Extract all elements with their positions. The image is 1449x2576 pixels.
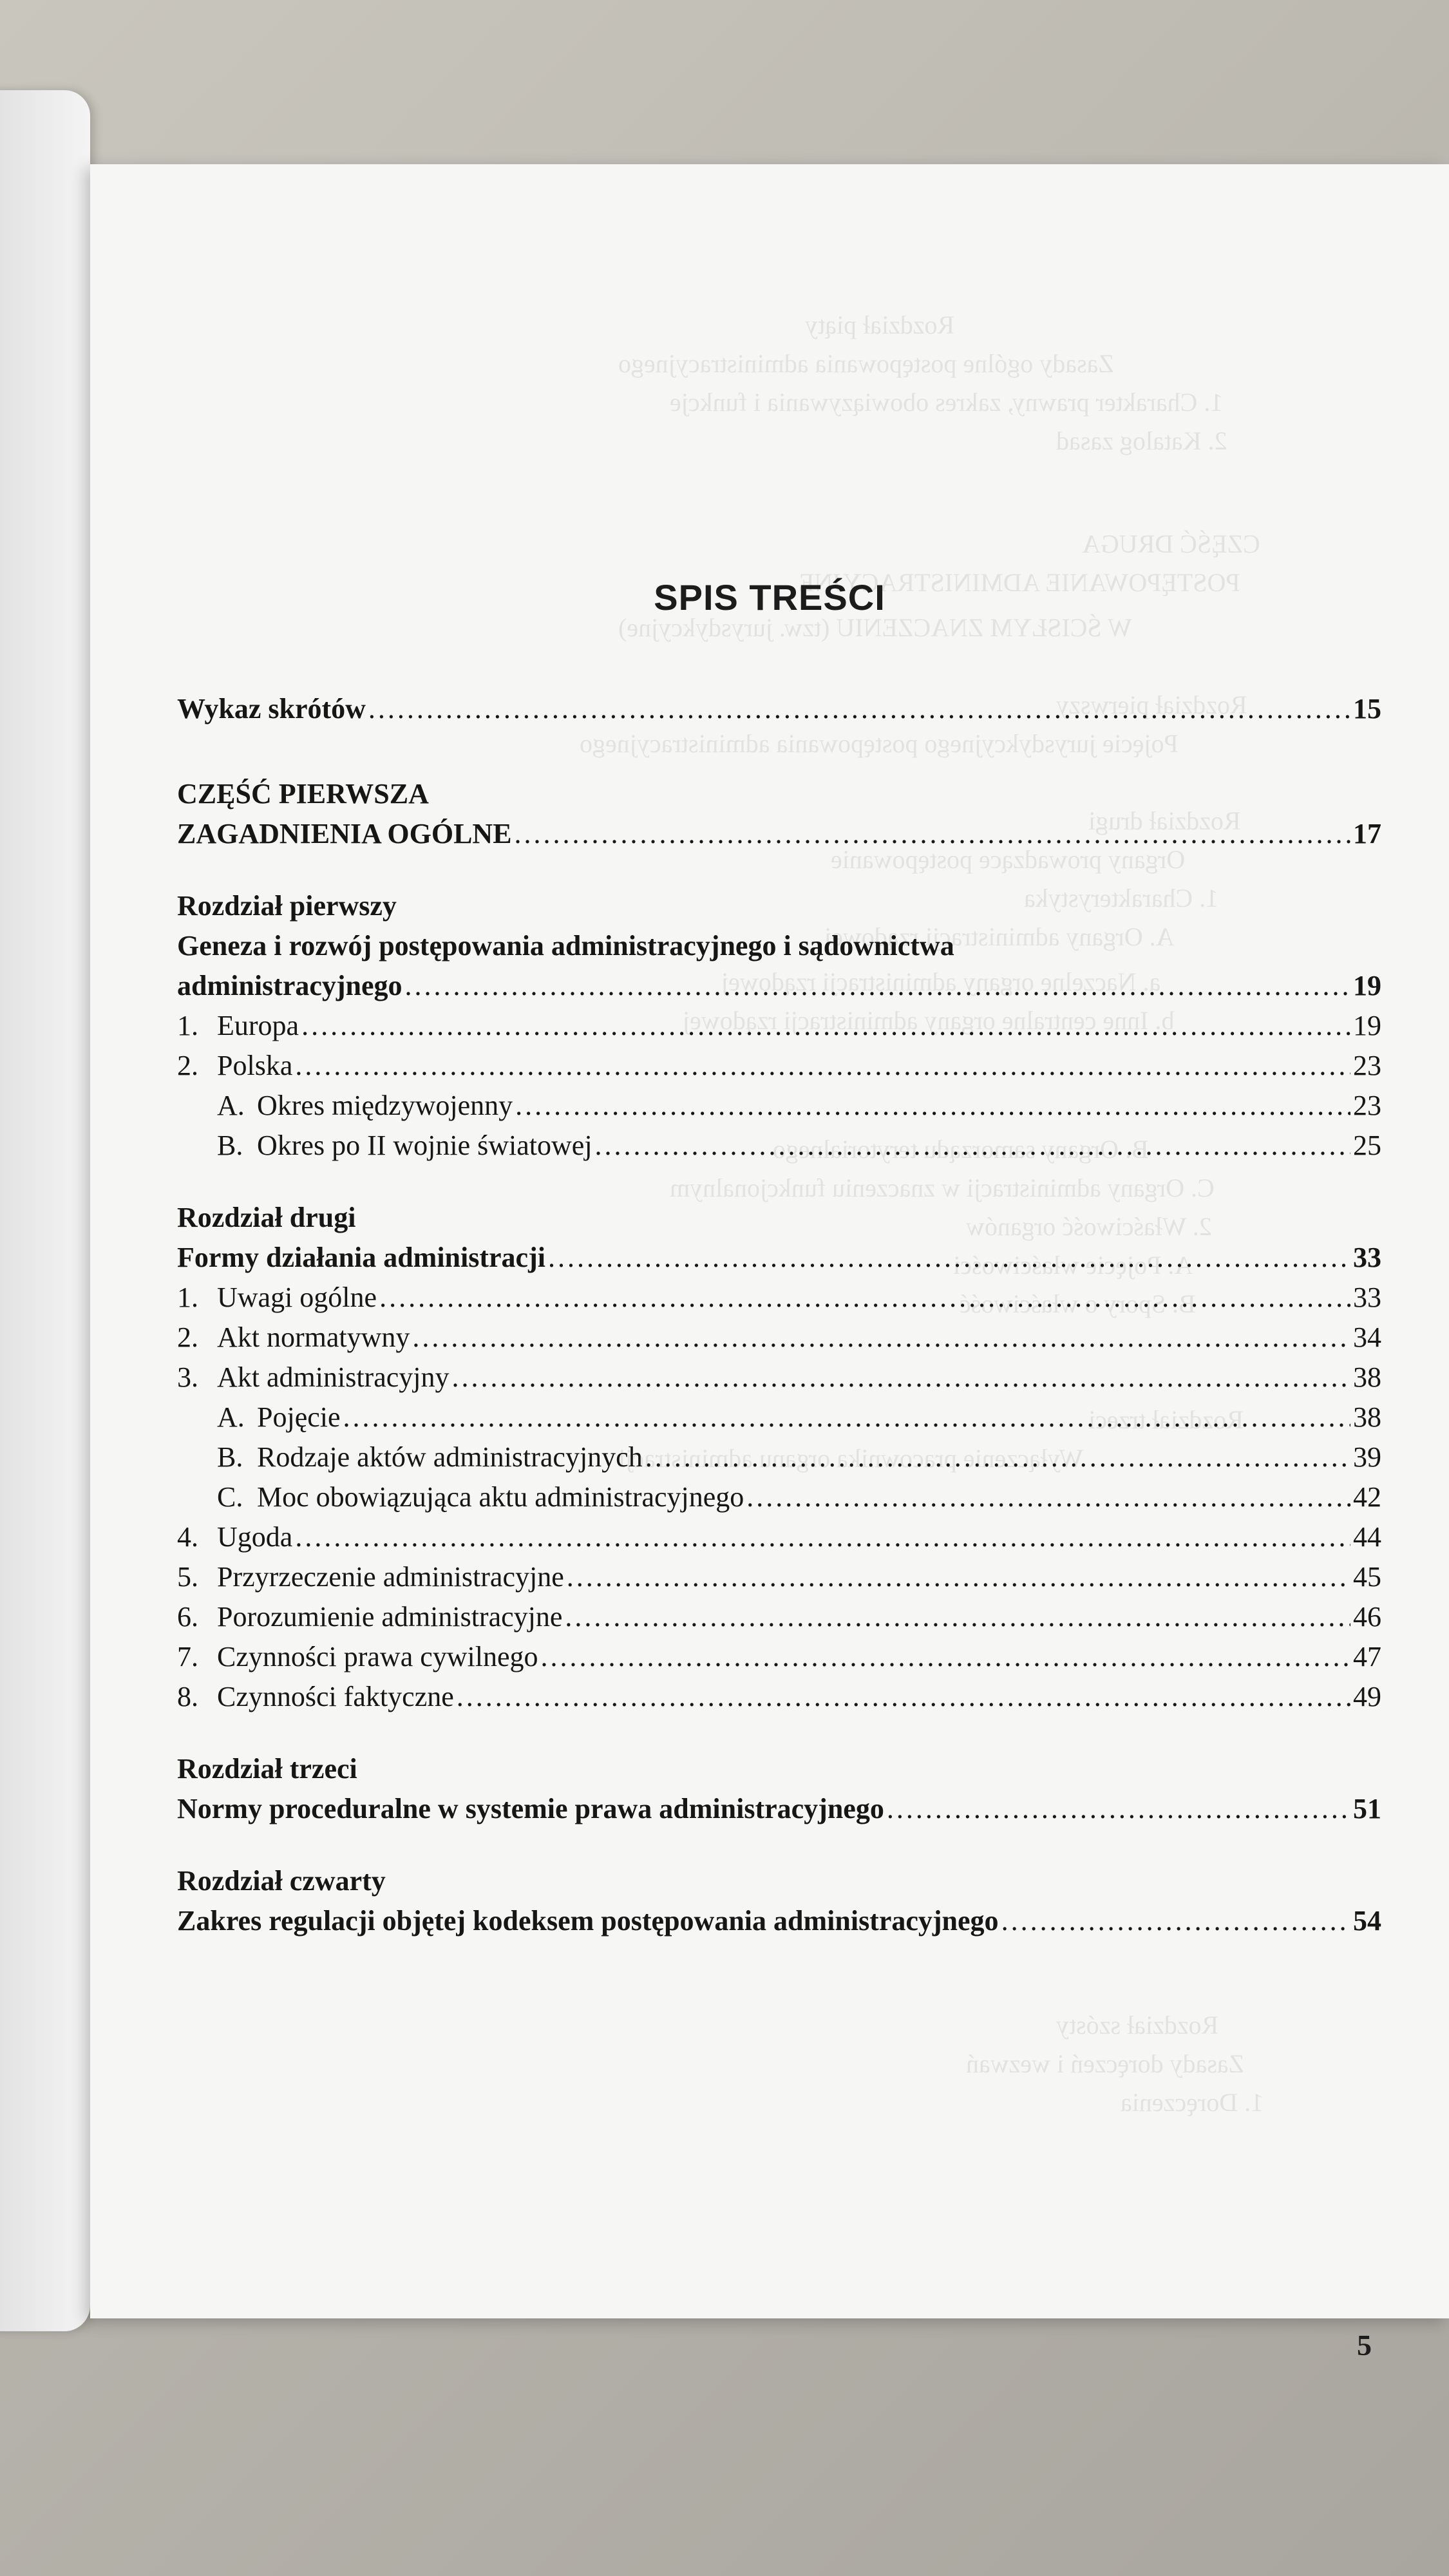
toc-leader <box>515 817 1350 850</box>
toc-entry-label: ZAGADNIENIA OGÓLNE <box>177 818 512 849</box>
toc-leader <box>645 1441 1350 1473</box>
toc-entry-number: 2. <box>177 1050 198 1081</box>
toc-entry-number: 8. <box>177 1681 198 1712</box>
toc-entry-number: 6. <box>177 1601 198 1633</box>
toc-entry[interactable] <box>177 1680 1381 1720</box>
toc-leader <box>457 1680 1350 1713</box>
bleed-through-line: Wyłączenie pracownika organu administracji <box>618 1444 1084 1473</box>
toc-entry-label: Pojęcie <box>257 1401 341 1433</box>
part-heading: CZĘŚĆ PIERWSZA <box>177 778 429 810</box>
toc-leader <box>1001 1904 1350 1937</box>
toc-entry-label: Formy działania administracji <box>177 1242 545 1273</box>
toc-entry-label: Moc obowiązująca aktu administracyjnego <box>257 1481 744 1513</box>
toc-entry-label: Wykaz skrótów <box>177 693 366 724</box>
toc-entry[interactable] <box>177 1560 1381 1600</box>
toc-page-number: 33 <box>1353 1242 1381 1273</box>
toc-entry-number: B. <box>217 1441 243 1473</box>
toc-entry-label: Normy proceduralne w systemie prawa administracyjnego <box>177 1793 884 1824</box>
toc-page-number: 42 <box>1353 1481 1381 1513</box>
toc-entry-label: Akt normatywny <box>217 1321 410 1353</box>
toc-page-number: 46 <box>1353 1601 1381 1633</box>
table-of-contents <box>177 692 1381 1944</box>
bleed-through-line: 2. Właściwość organów <box>966 1212 1212 1241</box>
bleed-through-line: B. Spory o właściwość <box>960 1289 1196 1318</box>
bleed-through-line: a. Naczelne organy administracji rządowej <box>721 967 1161 996</box>
toc-leader <box>548 1241 1350 1274</box>
bleed-through-line: 1. Doręczenia <box>1121 2088 1264 2117</box>
toc-page-number: 19 <box>1353 970 1381 1001</box>
toc-page-number: 33 <box>1353 1282 1381 1313</box>
toc-leader <box>379 1281 1350 1314</box>
toc-page-number: 49 <box>1353 1681 1381 1712</box>
toc-page-number: 19 <box>1353 1010 1381 1041</box>
toc-page-number: 47 <box>1353 1641 1381 1672</box>
bleed-through-line: 1. Charakterystyka <box>1024 884 1219 913</box>
toc-entry-label: Polska <box>217 1050 293 1081</box>
toc-page-number: 34 <box>1353 1321 1381 1353</box>
bleed-through-line: POSTĘPOWANIE ADMINISTRACYJNE <box>799 568 1240 597</box>
page-title: SPIS TREŚCI <box>654 577 886 618</box>
toc-entry-label: Przyrzeczenie administracyjne <box>217 1561 564 1593</box>
toc-page-number: 23 <box>1353 1050 1381 1081</box>
toc-entry-label: Uwagi ogólne <box>217 1282 377 1313</box>
toc-page-number: 54 <box>1353 1905 1381 1937</box>
toc-page-number: 44 <box>1353 1521 1381 1553</box>
chapter-heading: Rozdział czwarty <box>177 1865 386 1897</box>
toc-entry-chapter[interactable] <box>177 1904 1381 1944</box>
toc-subentry[interactable] <box>177 1401 1381 1441</box>
bleed-through-line: W ŚCISŁYM ZNACZENIU (tzw. jurysdykcyjne) <box>618 613 1132 642</box>
toc-page-number: 39 <box>1353 1441 1381 1473</box>
toc-subentry[interactable] <box>177 1089 1381 1129</box>
toc-entry-label: Porozumienie administracyjne <box>217 1601 563 1633</box>
toc-leader <box>887 1792 1350 1825</box>
toc-entry-number: 3. <box>177 1361 198 1393</box>
toc-entry-chapter[interactable] <box>177 969 1381 1009</box>
toc-entry-number: 7. <box>177 1641 198 1672</box>
book-page <box>90 164 1449 2362</box>
toc-entry-chapter[interactable] <box>177 1792 1381 1832</box>
toc-leader <box>295 1049 1350 1082</box>
toc-page-number: 38 <box>1353 1361 1381 1393</box>
toc-entry-number: B. <box>217 1130 243 1161</box>
bleed-through-line: Rozdział trzeci <box>1088 1405 1244 1434</box>
bleed-through-line: A. Pojęcie właściwości <box>953 1251 1193 1280</box>
bleed-through-line: Rozdział pierwszy <box>1056 690 1247 719</box>
toc-subentry[interactable] <box>177 1129 1381 1169</box>
bleed-through-line: Pojęcie jurysdykcyjnego postępowania administracyjnego <box>580 729 1179 758</box>
toc-entry-number: 2. <box>177 1321 198 1353</box>
toc-leader <box>746 1481 1350 1513</box>
toc-page-number: 25 <box>1353 1130 1381 1161</box>
chapter-heading: Rozdział trzeci <box>177 1753 357 1785</box>
toc-entry-skroty[interactable] <box>177 692 1381 732</box>
toc-leader <box>595 1129 1350 1162</box>
toc-entry-number: 4. <box>177 1521 198 1553</box>
toc-entry[interactable] <box>177 1281 1381 1321</box>
toc-entry[interactable] <box>177 1361 1381 1401</box>
bleed-through-line: Zasady doręczeń i wezwań <box>966 2049 1244 2078</box>
toc-entry-label: Europa <box>217 1010 299 1041</box>
toc-entry-label: Rodzaje aktów administracyjnych <box>257 1441 643 1473</box>
toc-entry[interactable] <box>177 1640 1381 1680</box>
toc-entry[interactable] <box>177 1321 1381 1361</box>
toc-leader <box>452 1361 1351 1394</box>
toc-leader <box>343 1401 1350 1434</box>
page-number: 5 <box>1357 2329 1372 2362</box>
bleed-through-line: A. Organy administracji rządowej <box>824 922 1175 951</box>
toc-entry-label: Akt administracyjny <box>217 1361 450 1393</box>
toc-leader <box>567 1560 1350 1593</box>
toc-entry-number: 5. <box>177 1561 198 1593</box>
bleed-through-line: Organy prowadzące postępowanie <box>831 845 1186 874</box>
toc-page-number: 45 <box>1353 1561 1381 1593</box>
bleed-through-line: Rozdział drugi <box>1088 806 1241 835</box>
bleed-through-line: C. Organy administracji w znaczeniu funkcjonalnym <box>670 1173 1215 1202</box>
toc-entry[interactable] <box>177 1049 1381 1089</box>
bleed-through-line: b. Inne centralne organy administracji rządowej <box>683 1006 1175 1035</box>
bleed-through-line: B. Organy samorządu terytorialnego <box>773 1135 1149 1164</box>
toc-entry[interactable] <box>177 1600 1381 1640</box>
bleed-through-line: 1. Charakter prawny, zakres obowiązywania i funkcje <box>670 388 1224 417</box>
toc-entry-number: 1. <box>177 1282 198 1313</box>
toc-subentry[interactable] <box>177 1441 1381 1481</box>
toc-entry-label: Czynności faktyczne <box>217 1681 454 1712</box>
toc-page-number: 38 <box>1353 1401 1381 1433</box>
bleed-through-line: Zasady ogólne postępowania administracyjnego <box>618 349 1114 378</box>
toc-page-number: 51 <box>1353 1793 1381 1824</box>
toc-entry-number: 1. <box>177 1010 198 1041</box>
toc-page-number: 15 <box>1353 693 1381 724</box>
toc-entry-label: Okres po II wojnie światowej <box>257 1130 592 1161</box>
left-page-edge <box>0 90 90 2331</box>
bleed-through-line: 2. Katalog zasad <box>1056 426 1227 455</box>
toc-page-number: 17 <box>1353 818 1381 849</box>
chapter-heading: Rozdział pierwszy <box>177 890 397 922</box>
toc-leader <box>565 1600 1350 1633</box>
toc-entry-label: Okres międzywojenny <box>257 1090 513 1121</box>
toc-entry-label: Ugoda <box>217 1521 293 1553</box>
toc-page-number: 23 <box>1353 1090 1381 1121</box>
toc-entry-number: C. <box>217 1481 243 1513</box>
toc-leader <box>368 692 1350 725</box>
bleed-through-line: CZĘŚĆ DRUGA <box>1082 529 1260 558</box>
toc-entry-label: Zakres regulacji objętej kodeksem postępowania administracyjnego <box>177 1905 999 1937</box>
toc-entry-number: A. <box>217 1090 245 1121</box>
toc-subentry[interactable] <box>177 1481 1381 1520</box>
toc-entry-label: administracyjnego <box>177 970 402 1001</box>
bleed-through-line: Rozdział piąty <box>805 310 955 339</box>
toc-entry-part1[interactable] <box>177 817 1381 857</box>
toc-entry-chapter[interactable] <box>177 1241 1381 1281</box>
toc-leader <box>515 1089 1350 1122</box>
chapter-heading: Rozdział drugi <box>177 1202 356 1233</box>
chapter-title: Geneza i rozwój postępowania administracyjnego i sądownictwa <box>177 930 954 961</box>
toc-leader <box>405 969 1350 1002</box>
toc-entry[interactable] <box>177 1520 1381 1560</box>
toc-entry-label: Czynności prawa cywilnego <box>217 1641 538 1672</box>
toc-leader <box>301 1009 1350 1042</box>
toc-leader <box>295 1520 1350 1553</box>
toc-leader <box>412 1321 1350 1354</box>
toc-entry[interactable] <box>177 1009 1381 1049</box>
toc-leader <box>541 1640 1350 1673</box>
toc-entry-number: A. <box>217 1401 245 1433</box>
bleed-through-line: Rozdział szósty <box>1056 2011 1219 2040</box>
